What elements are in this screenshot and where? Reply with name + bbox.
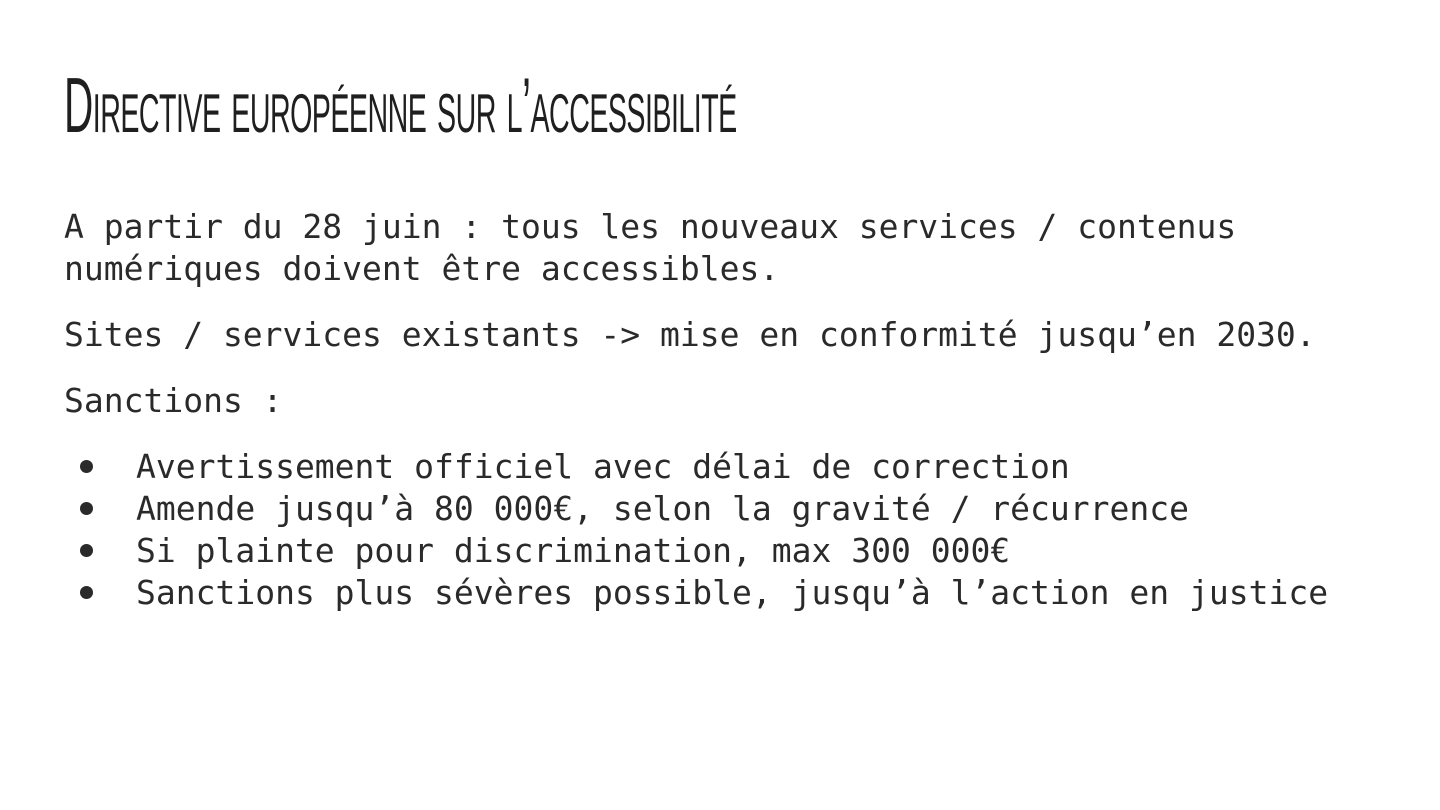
paragraph-deadline: A partir du 28 juin : tous les nouveaux services / contenus numériques doivent être accessibles.	[64, 207, 1237, 288]
paragraph-sanctions-heading: Sanctions :	[64, 381, 283, 420]
paragraph-existing-sites: Sites / services existants -> mise en conformité jusqu’en 2030.	[64, 315, 1316, 354]
list-item-text: Amende jusqu’à 80 000€, selon la gravité / récurrence	[136, 489, 1189, 528]
list-item	[64, 572, 1394, 614]
list-item	[64, 446, 1394, 488]
bullet-icon	[80, 544, 93, 557]
bullet-icon	[80, 502, 93, 515]
sanctions-list	[64, 446, 1394, 614]
list-item	[64, 488, 1394, 530]
slide-body	[64, 206, 1394, 614]
list-item-text: Si plainte pour discrimination, max 300 000€	[136, 531, 1011, 570]
list-item-text: Sanctions plus sévères possible, jusqu’à l’action en justice	[136, 573, 1329, 612]
bullet-icon	[80, 586, 93, 599]
list-item-text: Avertissement officiel avec délai de correction	[136, 447, 1070, 486]
bullet-icon	[80, 460, 93, 473]
slide-title: Directive européenne sur l’accessibilité	[64, 61, 737, 149]
list-item	[64, 530, 1394, 572]
